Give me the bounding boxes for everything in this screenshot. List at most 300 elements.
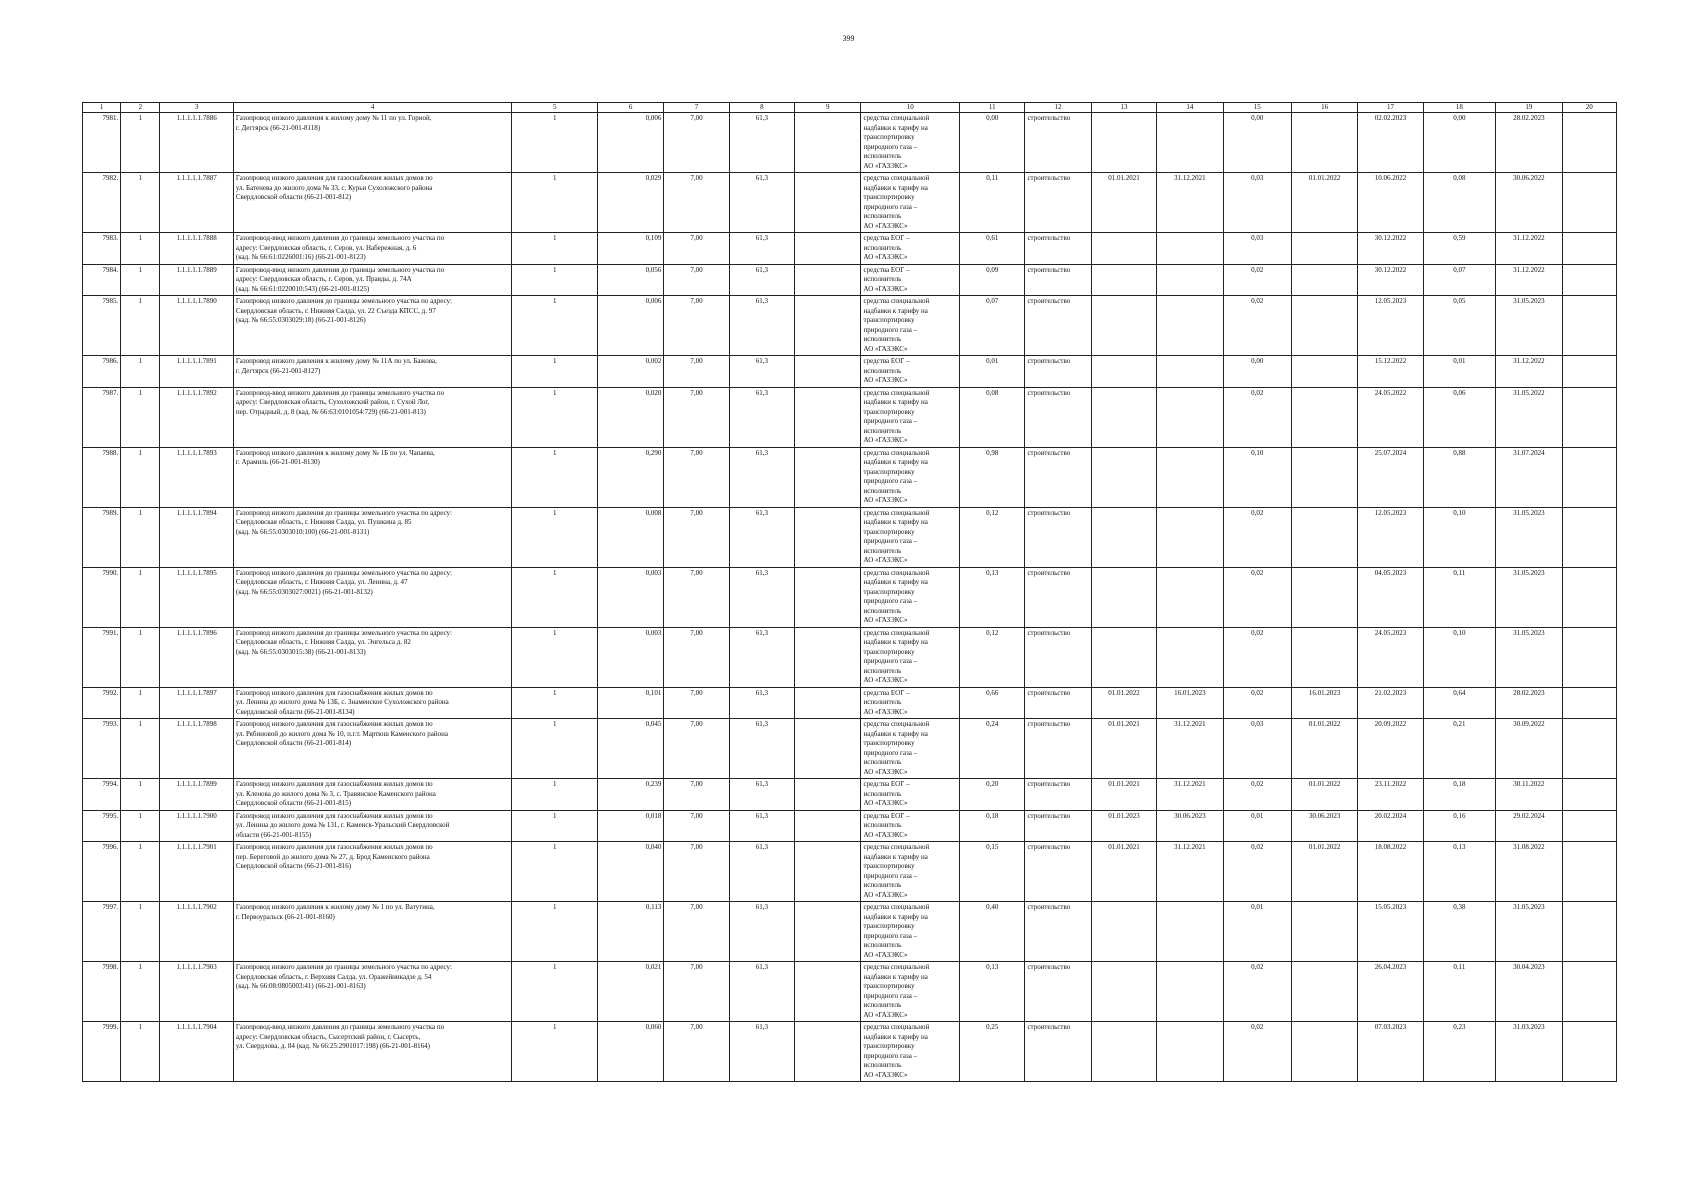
- cell-c9: [795, 567, 861, 627]
- table-row: [83, 233, 1617, 265]
- cell-code: 1.1.1.1.1.7897: [160, 687, 233, 719]
- cell-c6: 0,113: [597, 902, 663, 962]
- cell-c17: 23.11.2022: [1358, 779, 1423, 811]
- column-header-4: 4: [233, 103, 512, 113]
- cell-c5: 1: [512, 113, 598, 173]
- cell-c19: 31.05.2023: [1496, 507, 1562, 567]
- table-row: [83, 1022, 1617, 1082]
- cell-c5: 1: [512, 567, 598, 627]
- cell-c5: 1: [512, 627, 598, 687]
- cell-c13: 01.01.2023: [1091, 810, 1156, 842]
- cell-code: 1.1.1.1.1.7894: [160, 507, 233, 567]
- cell-c7: 7,00: [664, 296, 729, 356]
- cell-src: средства ЕОГ – исполнитель АО «ГАЗЭКС»: [861, 779, 960, 811]
- cell-src: средства специальной надбавки к тарифу на транспортировку природного газа – исполнитель АО «ГАЗЭКС»: [861, 507, 960, 567]
- cell-c2: 1: [121, 447, 160, 507]
- cell-c18: 0,00: [1423, 113, 1495, 173]
- cell-c14: [1157, 113, 1223, 173]
- cell-c14: 16.01.2023: [1157, 687, 1223, 719]
- cell-c20: [1562, 779, 1617, 811]
- cell-c12: строительство: [1025, 356, 1091, 388]
- cell-c2: 1: [121, 233, 160, 265]
- cell-c20: [1562, 567, 1617, 627]
- cell-c5: 1: [512, 173, 598, 233]
- cell-c16: [1291, 1022, 1357, 1082]
- cell-c7: 7,00: [664, 507, 729, 567]
- table-row: [83, 173, 1617, 233]
- cell-name: Газопровод низкого давления для газоснабжения жилых домов по ул. Батенева до жилого дома № 33, с. Курьи Сухоложского района Свердловской области (66-21-001-812): [233, 173, 512, 233]
- cell-c8: 61,3: [729, 902, 794, 962]
- cell-c15: 0,02: [1223, 779, 1291, 811]
- cell-n: 7989.: [83, 507, 121, 567]
- cell-c18: 0,06: [1423, 387, 1495, 447]
- cell-c17: 21.02.2023: [1358, 687, 1423, 719]
- cell-c16: [1291, 627, 1357, 687]
- cell-c14: [1157, 233, 1223, 265]
- cell-c17: 20.02.2024: [1358, 810, 1423, 842]
- cell-c17: 15.05.2023: [1358, 902, 1423, 962]
- cell-c17: 24.05.2023: [1358, 627, 1423, 687]
- cell-c9: [795, 719, 861, 779]
- table-row: [83, 567, 1617, 627]
- cell-c19: 31.05.2022: [1496, 387, 1562, 447]
- cell-c16: [1291, 507, 1357, 567]
- cell-c12: строительство: [1025, 687, 1091, 719]
- cell-c17: 15.12.2022: [1358, 356, 1423, 388]
- cell-c2: 1: [121, 264, 160, 296]
- cell-c15: 0,03: [1223, 233, 1291, 265]
- table-row: [83, 719, 1617, 779]
- cell-c15: 0,02: [1223, 842, 1291, 902]
- cell-c16: 01.01.2022: [1291, 779, 1357, 811]
- cell-n: 7982.: [83, 173, 121, 233]
- cell-c12: строительство: [1025, 296, 1091, 356]
- cell-code: 1.1.1.1.1.7888: [160, 233, 233, 265]
- table-row: [83, 264, 1617, 296]
- cell-c13: [1091, 264, 1156, 296]
- cell-c7: 7,00: [664, 810, 729, 842]
- cell-c8: 61,3: [729, 627, 794, 687]
- cell-c17: 20.09.2022: [1358, 719, 1423, 779]
- cell-c19: 30.09.2022: [1496, 719, 1562, 779]
- cell-c19: 31.07.2024: [1496, 447, 1562, 507]
- cell-code: 1.1.1.1.1.7898: [160, 719, 233, 779]
- cell-c8: 61,3: [729, 687, 794, 719]
- cell-c12: строительство: [1025, 447, 1091, 507]
- cell-name: Газопровод-ввод низкого давления до границы земельного участка по адресу: Свердловская область, Сысертский район, г. Сысерть, ул. Свердлова, д. 84 (кад. № 66:25:2901017:198) (66-21-001-8164): [233, 1022, 512, 1082]
- cell-c2: 1: [121, 842, 160, 902]
- cell-c11: 0,25: [960, 1022, 1025, 1082]
- cell-c7: 7,00: [664, 962, 729, 1022]
- cell-c19: 28.02.2023: [1496, 687, 1562, 719]
- cell-c11: 0,20: [960, 779, 1025, 811]
- cell-src: средства специальной надбавки к тарифу на транспортировку природного газа – исполнитель АО «ГАЗЭКС»: [861, 719, 960, 779]
- cell-src: средства специальной надбавки к тарифу на транспортировку природного газа – исполнитель АО «ГАЗЭКС»: [861, 962, 960, 1022]
- cell-c9: [795, 842, 861, 902]
- cell-name: Газопровод низкого давления к жилому дому № 1Б по ул. Чапаева, г. Арамиль (66-21-001-8130): [233, 447, 512, 507]
- cell-c8: 61,3: [729, 962, 794, 1022]
- cell-c6: 0,045: [597, 719, 663, 779]
- cell-c17: 12.05.2023: [1358, 507, 1423, 567]
- table-row: [83, 687, 1617, 719]
- cell-c19: 31.12.2022: [1496, 356, 1562, 388]
- cell-c12: строительство: [1025, 567, 1091, 627]
- cell-c13: 01.01.2022: [1091, 687, 1156, 719]
- cell-n: 7994.: [83, 779, 121, 811]
- cell-src: средства специальной надбавки к тарифу на транспортировку природного газа – исполнитель АО «ГАЗЭКС»: [861, 387, 960, 447]
- cell-c18: 0,16: [1423, 810, 1495, 842]
- cell-c18: 0,05: [1423, 296, 1495, 356]
- column-header-10: 10: [861, 103, 960, 113]
- cell-c13: [1091, 627, 1156, 687]
- cell-c6: 0,040: [597, 842, 663, 902]
- column-header-2: 2: [121, 103, 160, 113]
- cell-c20: [1562, 842, 1617, 902]
- cell-c9: [795, 1022, 861, 1082]
- investment-register-table: [82, 102, 1617, 1082]
- cell-c13: 01.01.2021: [1091, 779, 1156, 811]
- cell-c14: 30.06.2023: [1157, 810, 1223, 842]
- cell-c18: 0,13: [1423, 842, 1495, 902]
- cell-c5: 1: [512, 687, 598, 719]
- cell-code: 1.1.1.1.1.7904: [160, 1022, 233, 1082]
- cell-c13: [1091, 233, 1156, 265]
- cell-c17: 02.02.2023: [1358, 113, 1423, 173]
- cell-code: 1.1.1.1.1.7891: [160, 356, 233, 388]
- cell-c17: 04.05.2023: [1358, 567, 1423, 627]
- cell-c6: 0,020: [597, 387, 663, 447]
- cell-c7: 7,00: [664, 627, 729, 687]
- cell-c11: 0,13: [960, 567, 1025, 627]
- cell-c15: 0,10: [1223, 447, 1291, 507]
- table-row: [83, 962, 1617, 1022]
- cell-c8: 61,3: [729, 842, 794, 902]
- cell-c16: 01.01.2022: [1291, 173, 1357, 233]
- cell-c6: 0,029: [597, 173, 663, 233]
- cell-c13: [1091, 356, 1156, 388]
- cell-c2: 1: [121, 567, 160, 627]
- cell-name: Газопровод низкого давления до границы земельного участка по адресу: Свердловская область, г. Верхняя Салда, ул. Оражейникадзе д. 54 (кад. № 66:08:0805003:41) (66-21-001-8163): [233, 962, 512, 1022]
- cell-c19: 30.04.2023: [1496, 962, 1562, 1022]
- cell-c7: 7,00: [664, 779, 729, 811]
- table-row: [83, 447, 1617, 507]
- cell-c17: 24.05.2022: [1358, 387, 1423, 447]
- cell-src: средства ЕОГ – исполнитель АО «ГАЗЭКС»: [861, 264, 960, 296]
- column-header-17: 17: [1358, 103, 1423, 113]
- cell-c9: [795, 233, 861, 265]
- cell-c11: 0,09: [960, 264, 1025, 296]
- column-header-3: 3: [160, 103, 233, 113]
- cell-src: средства ЕОГ – исполнитель АО «ГАЗЭКС»: [861, 810, 960, 842]
- cell-c20: [1562, 507, 1617, 567]
- cell-c18: 0,18: [1423, 779, 1495, 811]
- cell-c2: 1: [121, 296, 160, 356]
- cell-c11: 0,18: [960, 810, 1025, 842]
- cell-c14: 31.12.2021: [1157, 779, 1223, 811]
- cell-name: Газопровод низкого давления до границы земельного участка по адресу: Свердловская область, г. Нижняя Салда, ул. Пушкина д. 85 (кад. № 66:55:0303010:100) (66-21-001-8131): [233, 507, 512, 567]
- cell-c15: 0,02: [1223, 264, 1291, 296]
- cell-c20: [1562, 296, 1617, 356]
- cell-c18: 0,07: [1423, 264, 1495, 296]
- cell-c20: [1562, 356, 1617, 388]
- cell-src: средства специальной надбавки к тарифу на транспортировку природного газа – исполнитель АО «ГАЗЭКС»: [861, 842, 960, 902]
- cell-c2: 1: [121, 687, 160, 719]
- cell-c19: 29.02.2024: [1496, 810, 1562, 842]
- cell-c19: 31.05.2023: [1496, 296, 1562, 356]
- cell-c17: 30.12.2022: [1358, 264, 1423, 296]
- cell-c20: [1562, 902, 1617, 962]
- cell-c16: 01.01.2022: [1291, 719, 1357, 779]
- cell-c15: 0,03: [1223, 719, 1291, 779]
- cell-c11: 0,01: [960, 356, 1025, 388]
- cell-c13: [1091, 902, 1156, 962]
- cell-c19: 31.12.2022: [1496, 264, 1562, 296]
- cell-c12: строительство: [1025, 507, 1091, 567]
- cell-c13: [1091, 296, 1156, 356]
- cell-c7: 7,00: [664, 567, 729, 627]
- cell-name: Газопровод-ввод низкого давления до границы земельного участка по адресу: Свердловская область, г. Серов, ул. Набережная, д. 6 (кад. № 66:61:0226001:16) (66-21-001-8123): [233, 233, 512, 265]
- cell-c9: [795, 507, 861, 567]
- cell-c18: 0,08: [1423, 173, 1495, 233]
- cell-c7: 7,00: [664, 264, 729, 296]
- cell-c14: [1157, 296, 1223, 356]
- cell-c14: 31.12.2021: [1157, 842, 1223, 902]
- table-row: [83, 387, 1617, 447]
- cell-c7: 7,00: [664, 233, 729, 265]
- table-row: [83, 810, 1617, 842]
- cell-name: Газопровод низкого давления для газоснабжения жилых домов по ул. Кленова до жилого дома № 3, с. Травянское Каменского района Свердловской области (66-21-001-815): [233, 779, 512, 811]
- cell-src: средства специальной надбавки к тарифу на транспортировку природного газа – исполнитель АО «ГАЗЭКС»: [861, 567, 960, 627]
- cell-c8: 61,3: [729, 387, 794, 447]
- cell-c15: 0,01: [1223, 902, 1291, 962]
- cell-code: 1.1.1.1.1.7896: [160, 627, 233, 687]
- column-header-6: 6: [597, 103, 663, 113]
- cell-c12: строительство: [1025, 387, 1091, 447]
- cell-c16: [1291, 567, 1357, 627]
- table-row: [83, 113, 1617, 173]
- cell-c6: 0,018: [597, 810, 663, 842]
- cell-src: средства специальной надбавки к тарифу на транспортировку природного газа – исполнитель АО «ГАЗЭКС»: [861, 113, 960, 173]
- cell-c2: 1: [121, 627, 160, 687]
- cell-c20: [1562, 962, 1617, 1022]
- cell-c18: 0,88: [1423, 447, 1495, 507]
- cell-n: 7984.: [83, 264, 121, 296]
- cell-c5: 1: [512, 902, 598, 962]
- cell-c5: 1: [512, 962, 598, 1022]
- table-row: [83, 356, 1617, 388]
- cell-code: 1.1.1.1.1.7893: [160, 447, 233, 507]
- cell-c16: [1291, 113, 1357, 173]
- cell-c9: [795, 962, 861, 1022]
- cell-c5: 1: [512, 356, 598, 388]
- cell-src: средства специальной надбавки к тарифу на транспортировку природного газа – исполнитель АО «ГАЗЭКС»: [861, 173, 960, 233]
- cell-c12: строительство: [1025, 779, 1091, 811]
- cell-c11: 0,66: [960, 687, 1025, 719]
- cell-c16: [1291, 356, 1357, 388]
- cell-c8: 61,3: [729, 356, 794, 388]
- cell-c12: строительство: [1025, 627, 1091, 687]
- cell-c15: 0,02: [1223, 296, 1291, 356]
- cell-c12: строительство: [1025, 1022, 1091, 1082]
- cell-c20: [1562, 447, 1617, 507]
- cell-c12: строительство: [1025, 719, 1091, 779]
- cell-name: Газопровод низкого давления к жилому дому № 1 по ул. Ватутина, г. Первоуральск (66-21-001-8160): [233, 902, 512, 962]
- cell-c15: 0,03: [1223, 173, 1291, 233]
- cell-code: 1.1.1.1.1.7895: [160, 567, 233, 627]
- cell-c5: 1: [512, 264, 598, 296]
- cell-c2: 1: [121, 902, 160, 962]
- cell-c2: 1: [121, 507, 160, 567]
- table-row: [83, 779, 1617, 811]
- cell-c6: 0,290: [597, 447, 663, 507]
- cell-name: Газопровод низкого давления для газоснабжения жилых домов по ул. Ленина до жилого дома № 131, г. Каменск-Уральский Свердловской области (66-21-001-8155): [233, 810, 512, 842]
- cell-c14: [1157, 447, 1223, 507]
- cell-c8: 61,3: [729, 296, 794, 356]
- cell-c19: 30.11.2022: [1496, 779, 1562, 811]
- cell-c6: 0,056: [597, 264, 663, 296]
- cell-c9: [795, 779, 861, 811]
- cell-c17: 30.12.2022: [1358, 233, 1423, 265]
- cell-c7: 7,00: [664, 356, 729, 388]
- cell-c17: 07.03.2023: [1358, 1022, 1423, 1082]
- cell-c5: 1: [512, 387, 598, 447]
- cell-c6: 0,109: [597, 233, 663, 265]
- cell-c9: [795, 447, 861, 507]
- cell-c5: 1: [512, 810, 598, 842]
- column-header-8: 8: [729, 103, 794, 113]
- cell-n: 7981.: [83, 113, 121, 173]
- column-header-5: 5: [512, 103, 598, 113]
- cell-c18: 0,38: [1423, 902, 1495, 962]
- cell-c12: строительство: [1025, 173, 1091, 233]
- cell-c18: 0,64: [1423, 687, 1495, 719]
- cell-c2: 1: [121, 356, 160, 388]
- cell-n: 7995.: [83, 810, 121, 842]
- cell-src: средства специальной надбавки к тарифу на транспортировку природного газа – исполнитель АО «ГАЗЭКС»: [861, 447, 960, 507]
- cell-c13: 01.01.2021: [1091, 173, 1156, 233]
- column-header-13: 13: [1091, 103, 1156, 113]
- cell-c2: 1: [121, 962, 160, 1022]
- column-header-1: 1: [83, 103, 121, 113]
- cell-c17: 26.04.2023: [1358, 962, 1423, 1022]
- cell-name: Газопровод низкого давления для газоснабжения жилых домов по ул. Рябиновой до жилого дома № 10, п.г.т. Мартюш Каменского района Свердловской области (66-21-001-814): [233, 719, 512, 779]
- cell-c15: 0,02: [1223, 962, 1291, 1022]
- cell-c11: 0,24: [960, 719, 1025, 779]
- cell-c12: строительство: [1025, 113, 1091, 173]
- cell-src: средства специальной надбавки к тарифу на транспортировку природного газа – исполнитель АО «ГАЗЭКС»: [861, 902, 960, 962]
- cell-c12: строительство: [1025, 902, 1091, 962]
- cell-c17: 25.07.2024: [1358, 447, 1423, 507]
- cell-c12: строительство: [1025, 264, 1091, 296]
- table-row: [83, 842, 1617, 902]
- column-header-7: 7: [664, 103, 729, 113]
- cell-code: 1.1.1.1.1.7889: [160, 264, 233, 296]
- cell-c15: 0,00: [1223, 113, 1291, 173]
- cell-c18: 0,59: [1423, 233, 1495, 265]
- cell-c7: 7,00: [664, 447, 729, 507]
- cell-c13: [1091, 962, 1156, 1022]
- cell-c14: [1157, 902, 1223, 962]
- cell-n: 7993.: [83, 719, 121, 779]
- cell-c8: 61,3: [729, 779, 794, 811]
- cell-c18: 0,11: [1423, 962, 1495, 1022]
- cell-c2: 1: [121, 719, 160, 779]
- cell-c5: 1: [512, 296, 598, 356]
- cell-n: 7991.: [83, 627, 121, 687]
- cell-c19: 31.05.2023: [1496, 627, 1562, 687]
- cell-c11: 0,07: [960, 296, 1025, 356]
- cell-c5: 1: [512, 779, 598, 811]
- cell-c9: [795, 627, 861, 687]
- cell-src: средства ЕОГ – исполнитель АО «ГАЗЭКС»: [861, 687, 960, 719]
- cell-code: 1.1.1.1.1.7886: [160, 113, 233, 173]
- cell-c16: 30.06.2023: [1291, 810, 1357, 842]
- cell-c6: 0,002: [597, 356, 663, 388]
- cell-c16: [1291, 447, 1357, 507]
- cell-c18: 0,10: [1423, 627, 1495, 687]
- cell-c16: 16.01.2023: [1291, 687, 1357, 719]
- cell-c20: [1562, 719, 1617, 779]
- table-row: [83, 902, 1617, 962]
- cell-c16: [1291, 962, 1357, 1022]
- table-row: [83, 627, 1617, 687]
- cell-c5: 1: [512, 719, 598, 779]
- cell-c16: [1291, 387, 1357, 447]
- cell-n: 7990.: [83, 567, 121, 627]
- cell-c14: [1157, 387, 1223, 447]
- cell-c11: 0,11: [960, 173, 1025, 233]
- cell-c14: [1157, 507, 1223, 567]
- cell-c15: 0,02: [1223, 1022, 1291, 1082]
- table-row: [83, 296, 1617, 356]
- cell-c8: 61,3: [729, 507, 794, 567]
- cell-c5: 1: [512, 447, 598, 507]
- cell-c18: 0,10: [1423, 507, 1495, 567]
- cell-name: Газопровод низкого давления к жилому дому № 11А по ул. Бажова, г. Дегтярск (66-21-001-8127): [233, 356, 512, 388]
- cell-c11: 0,13: [960, 962, 1025, 1022]
- cell-c15: 0,01: [1223, 810, 1291, 842]
- cell-c7: 7,00: [664, 387, 729, 447]
- cell-c13: [1091, 1022, 1156, 1082]
- column-header-14: 14: [1157, 103, 1223, 113]
- header-row: [83, 103, 1617, 113]
- cell-c7: 7,00: [664, 173, 729, 233]
- column-header-20: 20: [1562, 103, 1617, 113]
- cell-name: Газопровод низкого давления для газоснабжения жилых домов по ул. Ленина до жилого дома № 13Б, с. Знаменское Сухоложского района Свердловской области (66-21-001-8134): [233, 687, 512, 719]
- cell-c13: [1091, 387, 1156, 447]
- cell-c18: 0,21: [1423, 719, 1495, 779]
- cell-n: 7996.: [83, 842, 121, 902]
- cell-c19: 31.08.2022: [1496, 842, 1562, 902]
- cell-c11: 0,61: [960, 233, 1025, 265]
- cell-n: 7998.: [83, 962, 121, 1022]
- column-header-16: 16: [1291, 103, 1357, 113]
- cell-src: средства ЕОГ – исполнитель АО «ГАЗЭКС»: [861, 356, 960, 388]
- cell-c13: 01.01.2021: [1091, 719, 1156, 779]
- cell-src: средства специальной надбавки к тарифу на транспортировку природного газа – исполнитель АО «ГАЗЭКС»: [861, 627, 960, 687]
- cell-c11: 0,98: [960, 447, 1025, 507]
- cell-c8: 61,3: [729, 113, 794, 173]
- cell-c20: [1562, 173, 1617, 233]
- cell-n: 7985.: [83, 296, 121, 356]
- cell-c20: [1562, 687, 1617, 719]
- cell-c9: [795, 296, 861, 356]
- column-header-15: 15: [1223, 103, 1291, 113]
- cell-c9: [795, 902, 861, 962]
- column-number-header: [83, 103, 1617, 113]
- cell-code: 1.1.1.1.1.7901: [160, 842, 233, 902]
- cell-c5: 1: [512, 233, 598, 265]
